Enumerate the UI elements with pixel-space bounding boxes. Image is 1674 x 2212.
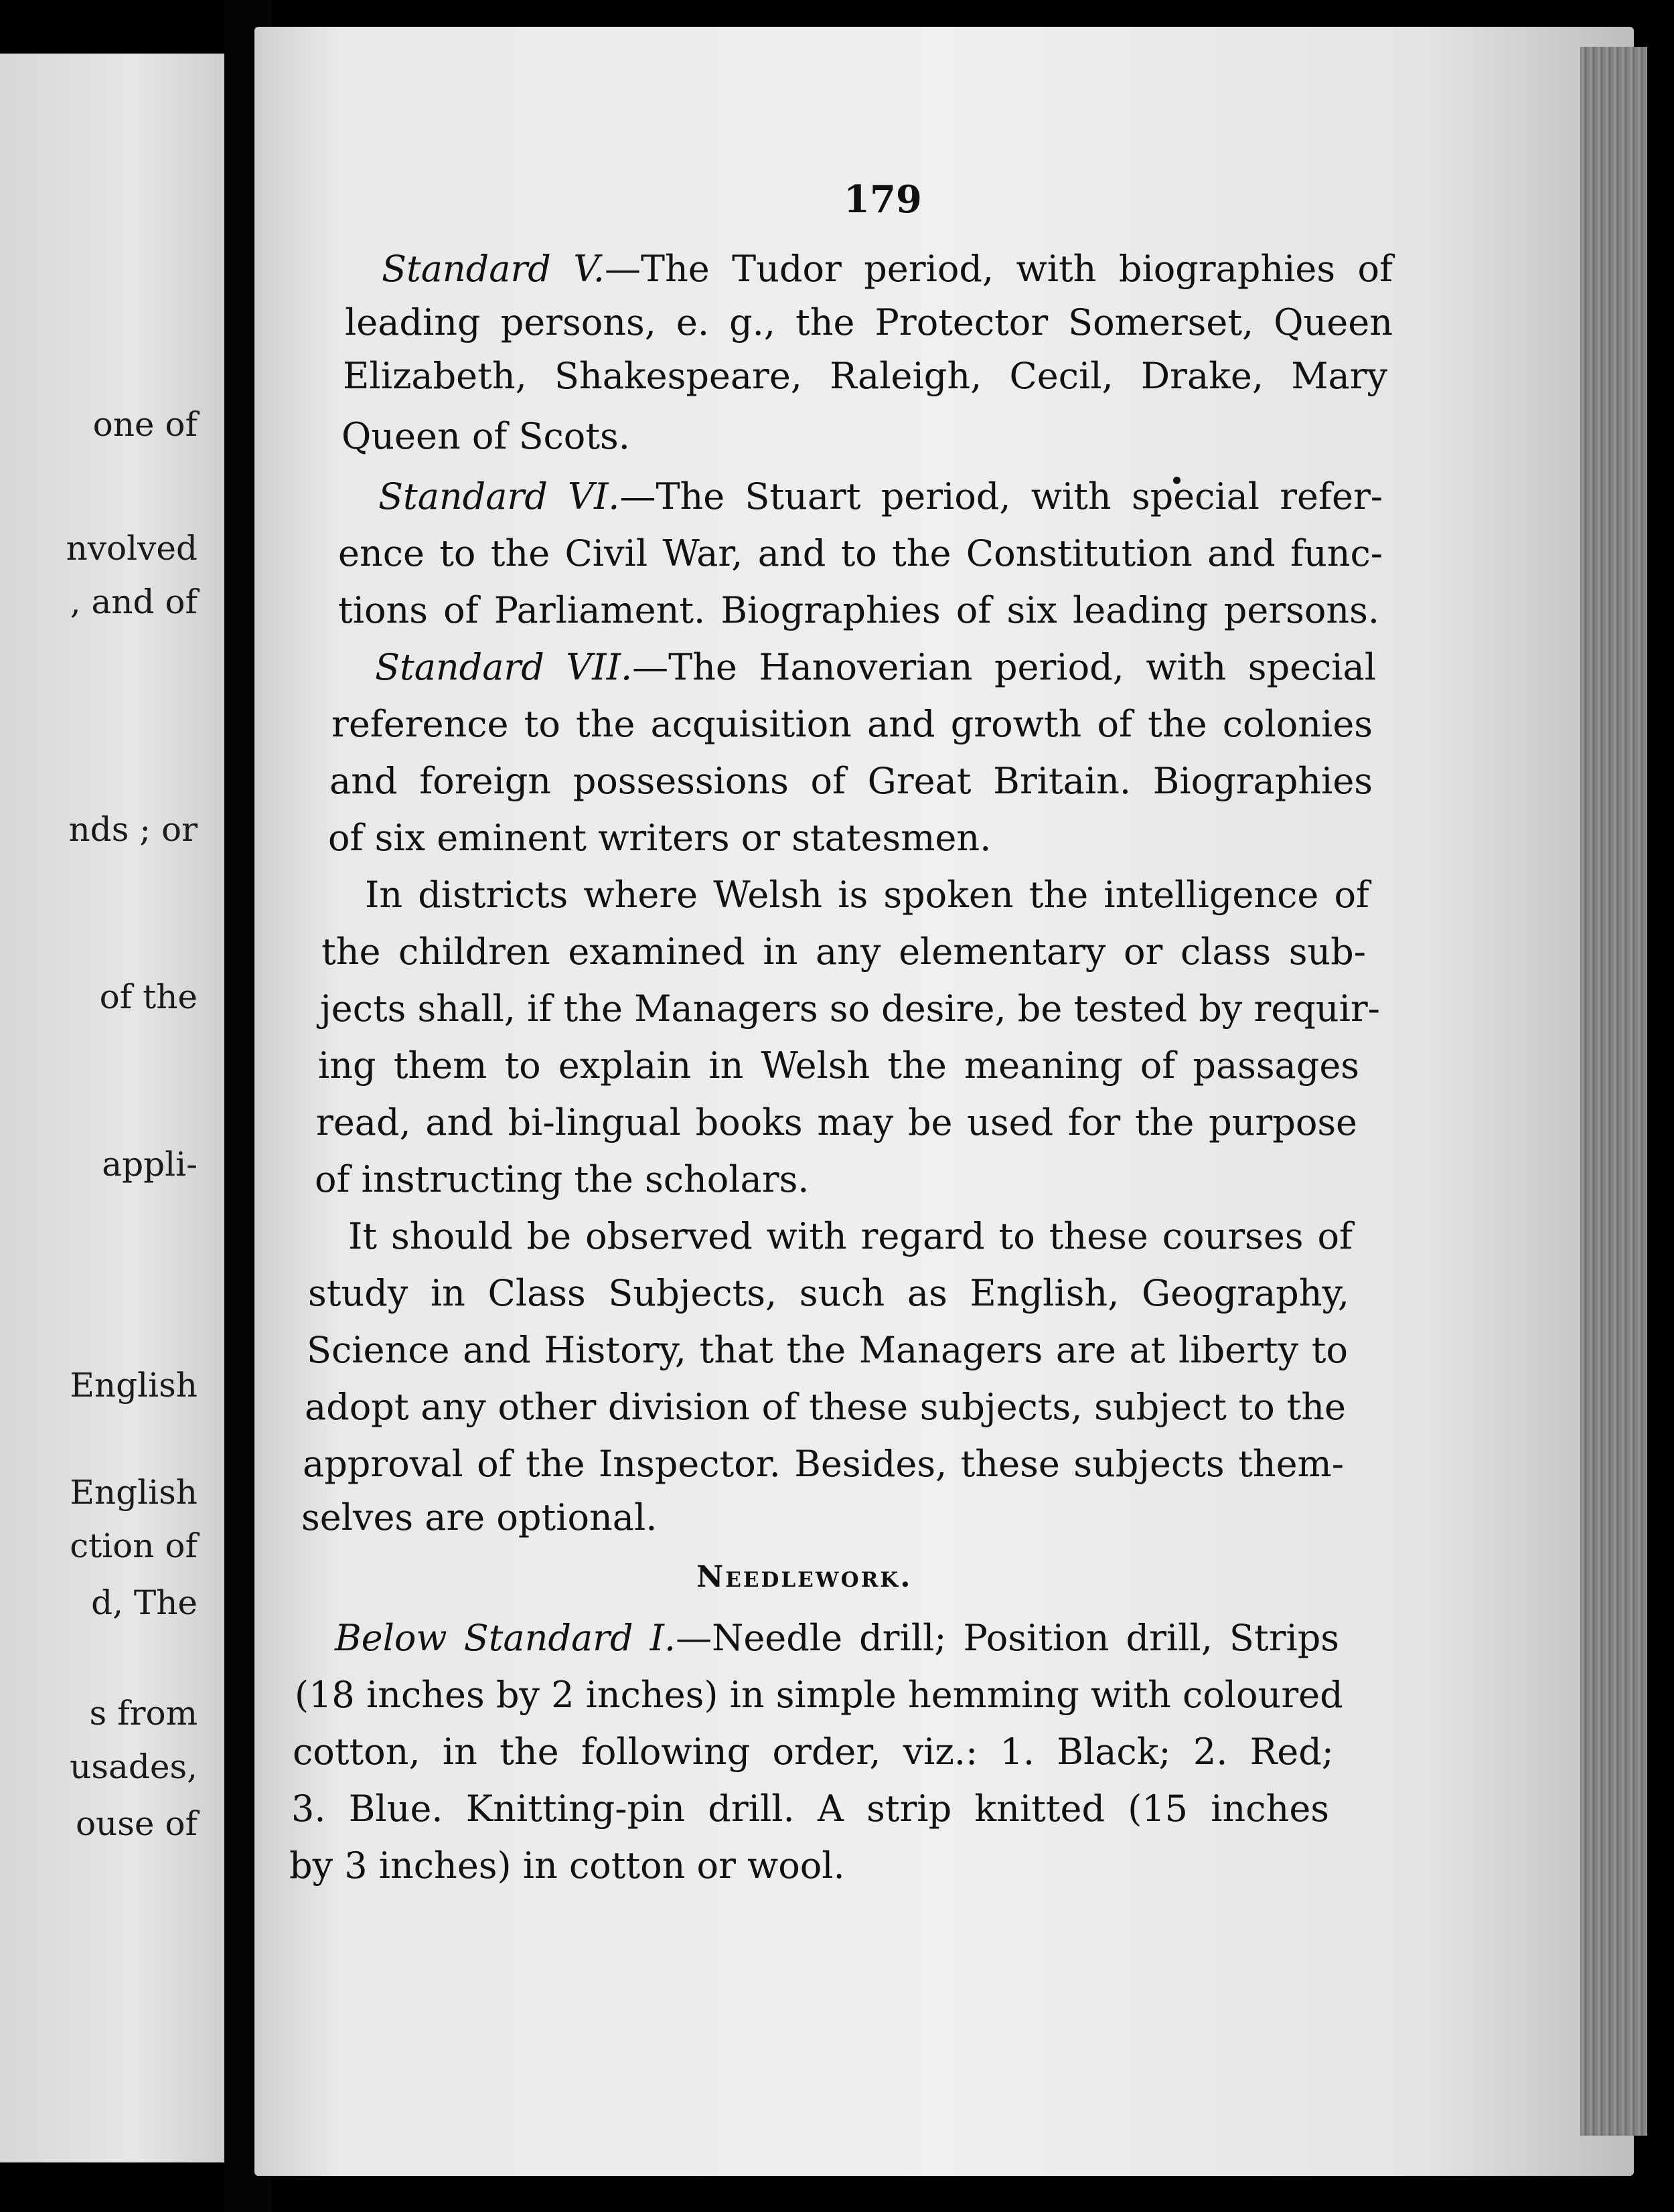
paragraph-line: Queen of Scots.: [341, 415, 630, 457]
left-fragment: usades,: [70, 1747, 198, 1786]
left-fragment: nds ; or: [68, 810, 198, 849]
left-fragment: appli-: [102, 1145, 198, 1184]
paragraph-line: 3. Blue. Knitting-pin drill. A strip knitted (15 inches: [291, 1788, 1329, 1830]
left-fragment: English: [70, 1366, 198, 1405]
paragraph-line: and foreign possessions of Great Britain. Biographies: [329, 760, 1373, 802]
paragraph-line: of six eminent writers or statesmen.: [328, 817, 992, 859]
left-fragment: , and of: [70, 582, 198, 621]
paragraph-line: approval of the Inspector. Besides, these subjects them-: [303, 1443, 1344, 1485]
left-fragment: d, The: [91, 1583, 198, 1622]
left-fragment: of the: [99, 977, 198, 1016]
paragraph-line: It should be observed with regard to these courses of: [348, 1215, 1353, 1257]
standard-label: Below Standard I.: [335, 1617, 676, 1659]
paragraph-line: (18 inches by 2 inches) in simple hemming with coloured: [295, 1674, 1343, 1716]
standard-label: Standard VI.: [378, 475, 620, 518]
paragraph-line: Standard VI.—The Stuart period, with special refer-: [378, 475, 1383, 518]
paragraph-line: cotton, in the following order, viz.: 1. Black; 2. Red;: [293, 1731, 1334, 1773]
paragraph-line: reference to the acquisition and growth of the colonies: [331, 703, 1373, 745]
paragraph-line: Elizabeth, Shakespeare, Raleigh, Cecil, Drake, Mary: [343, 355, 1387, 397]
paragraph-line: tions of Parliament. Biographies of six leading persons.: [338, 589, 1379, 631]
standard-label: Standard VII.: [375, 646, 633, 688]
section-heading: Needlework.: [696, 1560, 913, 1594]
left-fragment: one of: [92, 405, 198, 444]
paragraph-line: ence to the Civil War, and to the Constitution and func-: [338, 532, 1383, 574]
paragraph-line: selves are optional.: [301, 1496, 658, 1538]
paragraph-line: Science and History, that the Managers are at liberty to: [307, 1329, 1348, 1371]
paragraph-line: Standard V.—The Tudor period, with biographies of: [382, 248, 1393, 290]
left-fragment: English: [70, 1473, 198, 1512]
paragraph-line: jects shall, if the Managers so desire, be tested by requir-: [320, 988, 1380, 1030]
paragraph-line: Below Standard I.—Needle drill; Position drill, Strips: [335, 1617, 1339, 1659]
paragraph-line: the children examined in any elementary or class sub-: [321, 931, 1366, 973]
paragraph-line: In districts where Welsh is spoken the intelligence of: [365, 874, 1369, 916]
paragraph-line: study in Class Subjects, such as English, Geography,: [308, 1272, 1349, 1314]
paragraph-line: by 3 inches) in cotton or wool.: [289, 1844, 845, 1887]
paragraph-line: Standard VII.—The Hanoverian period, with special: [375, 646, 1376, 688]
left-page: [0, 54, 224, 2162]
paragraph-line: adopt any other division of these subjects, subject to the: [305, 1386, 1346, 1428]
paragraph-line: leading persons, e. g., the Protector Somerset, Queen: [345, 301, 1393, 343]
left-fragment: ction of: [70, 1526, 198, 1565]
paragraph-line: ing them to explain in Welsh the meaning of passages: [318, 1044, 1359, 1087]
page-edge: [1580, 47, 1647, 2136]
paragraph-line: of instructing the scholars.: [315, 1158, 810, 1200]
page-number: 179: [844, 177, 922, 222]
left-fragment: ouse of: [75, 1804, 198, 1843]
standard-label: Standard V.: [382, 248, 605, 290]
left-fragment: s from: [89, 1694, 198, 1733]
left-fragment: nvolved: [66, 529, 198, 568]
paragraph-line: read, and bi-lingual books may be used for the purpose: [316, 1101, 1357, 1143]
